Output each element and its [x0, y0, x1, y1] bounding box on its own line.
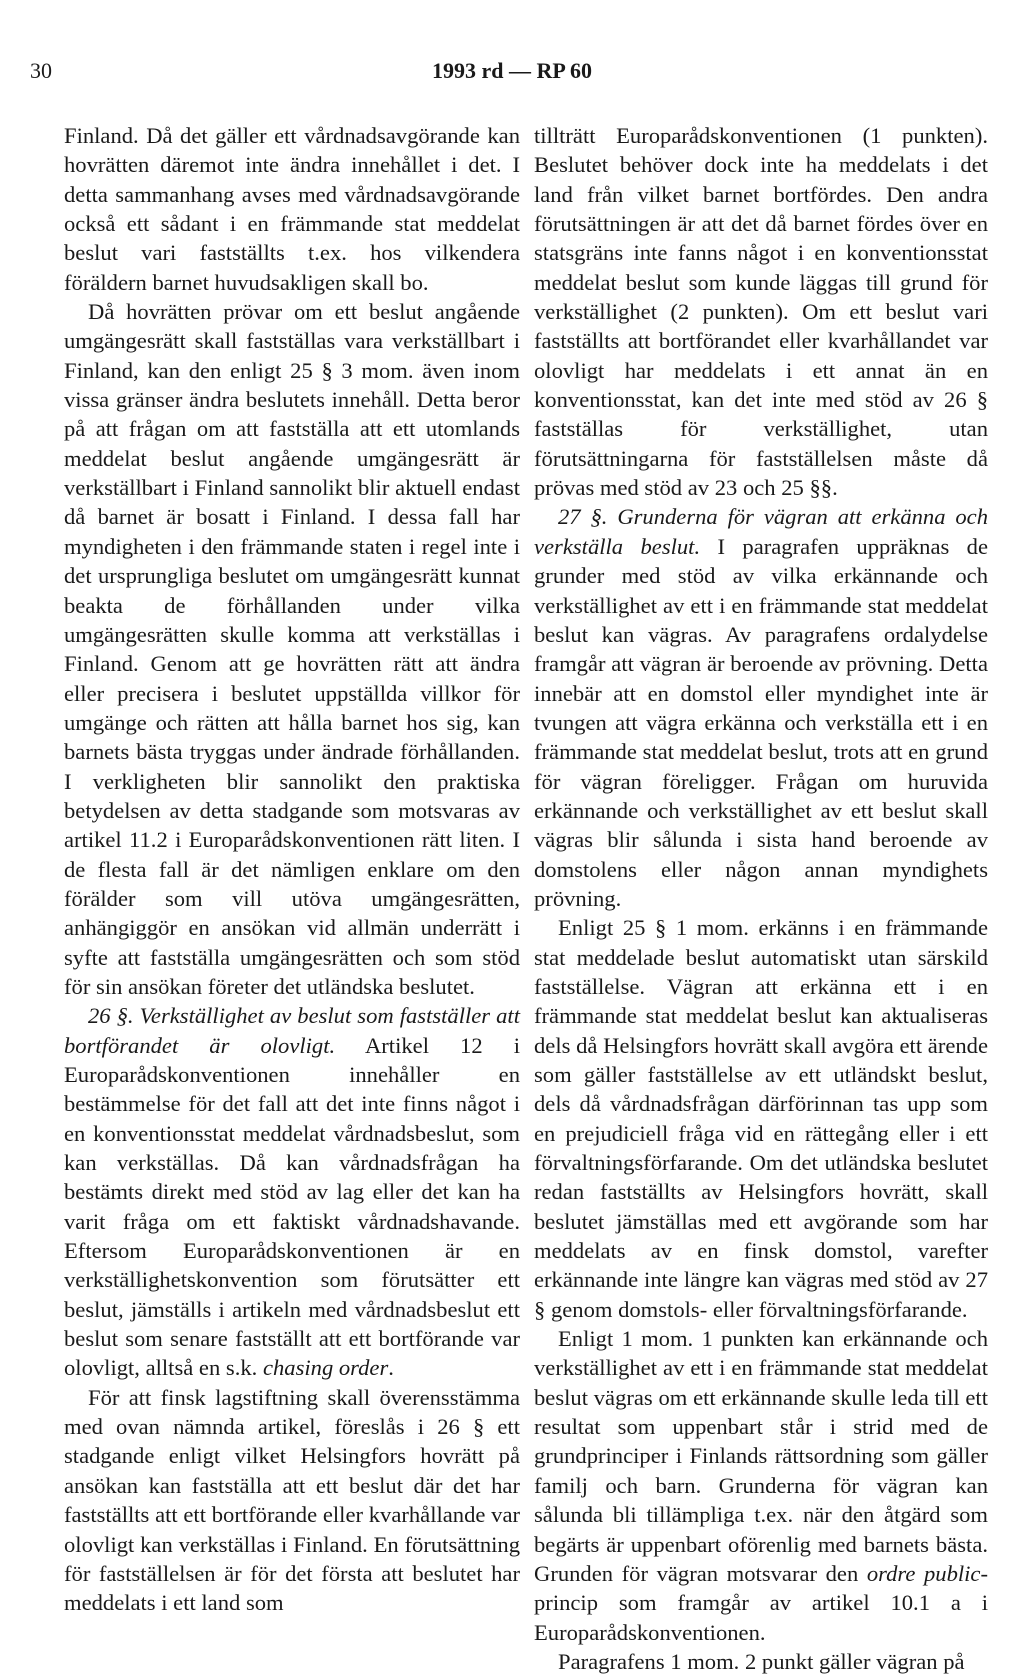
paragraph: Paragrafens 1 mom. 2 punkt gäller vägran på — [558, 1648, 965, 1674]
paragraph-text: -princip som framgår av artikel 10.1 a i Europarådskonventionen. — [534, 1560, 988, 1645]
page-header — [0, 58, 1024, 94]
section-number: 26 §. — [88, 1003, 134, 1029]
section-title: Grunderna för vägran att erkänna och verkställa beslut. — [534, 504, 989, 559]
section-body: Artikel 12 i Europarådskonventionen innehåller en bestämmelse för det fall att det inte finns något i en konventionsstat meddelat vårdnadsbeslut, som kan verkställas. Då kan vårdnadsfrågan ha bestämts direkt med stöd av lag eller det kan ha varit fråga om ett faktiskt vårdnadshavande. Eftersom Europarådskonventionen är en verkställighetskonvention som förutsätter ett beslut, jämställs i artikeln med vårdnadsbeslut ett beslut som senare fastställt att ett bortförande var olovligt, alltså en s.k. — [64, 1032, 520, 1381]
running-head: 1993 rd — RP 60 — [431, 58, 593, 83]
left-column — [64, 121, 520, 1618]
paragraph: För att finsk lagstiftning skall överensstämma med ovan nämnda artikel, föreslås i 26 § ett stadgande enligt vilket Helsingfors hovrätt på ansökan kan fastställa att ett beslut där det har fastställts att ett bortförande eller kvarhållande var olovligt kan verkställas i Finland. En förutsättning för fastställelsen är för det första att beslutet har meddelats i ett land som — [64, 1384, 520, 1616]
section-body: I paragrafen uppräknas de grunder med stöd av vilka erkännande och verkställighet av ett i en främmande stat meddelat beslut kan vägras. Av paragrafens ordalydelse framgår att vägran är beroende av prövning. Detta innebär att en domstol eller myndighet inte är tvungen att vägra erkänna och verkställa ett i en främmande stat meddelat beslut, trots att en grund för vägran föreligger. Frågan om huruvida erkännande och verkställighet av ett beslut skall vägras blir sålunda i sista hand beroende av domstolens eller någon annan myndighets prövning. — [534, 533, 988, 911]
paragraph: Då hovrätten prövar om ett beslut angående umgängesrätt skall fastställas vara verkställbart i Finland, kan den enligt 25 § 3 mom. även inom vissa gränser ändra beslutets innehåll. Detta beror på att frågan om att fastställa att ett utomlands meddelat beslut angående umgängesrätt är verkställbart i Finland sannolikt blir aktuell endast då barnet är bosatt i Finland. I dessa fall har myndigheten i den främmande staten i regel inte i det ursprungliga beslutet om umgängesrätt kunnat beakta de förhållanden under vilka umgängesrätten skulle komma att verkställas i Finland. Genom att ge hovrätten rätt att ändra eller precisera i beslutet uppställda villkor för umgänge och rätten att hålla barnet hos sig, kan barnets bästa tryggas under ändrade förhållanden. I verkligheten blir sannolikt den praktiska betydelsen av detta stadgande som motsvaras av artikel 11.2 i Europarådskonventionen rätt liten. I de flesta fall är det nämligen enklare om den förälder som vill utöva umgängesrätten, anhängiggör en ansökan vid allmän underrätt i syfte att fastställa umgängesrätten och som stöd för sin ansökan företer det utländska beslutet. — [64, 299, 520, 999]
paragraph-section-27 — [534, 502, 988, 913]
italic-term: ordre public — [866, 1560, 981, 1586]
page-number: 30 — [30, 58, 52, 83]
paragraph: Enligt 25 § 1 mom. erkänns i en främmande stat meddelade beslut automatiskt utan särskild fastställelse. Vägran att erkänna ett i en främmande stat meddelat beslut kan aktualiseras dels då Helsingfors hovrätt skall avgöra ett ärende som gäller fastställelse av ett utländskt beslut, dels då vårdnadsfrågan därförinnan tas upp som en prejudiciell fråga vid en rättegång eller i ett förvaltningsförfarande. Om det utländska beslutet redan fastställts av Helsingfors hovrätt, skall beslutet jämställas med ett avgörande som har meddelats av en finsk domstol, varefter erkännande inte längre kan vägras med stöd av 27 § genom domstols- eller förvaltningsförfarande. — [534, 915, 988, 1322]
paragraph — [534, 1324, 988, 1647]
italic-term: chasing order — [262, 1355, 389, 1381]
section-number: 27 §. — [558, 504, 608, 530]
right-column — [534, 121, 988, 1676]
punctuation: . — [388, 1355, 394, 1381]
paragraph: Finland. Då det gäller ett vårdnadsavgörande kan hovrätten däremot inte ändra innehållet i det. I detta sammanhang avses med vårdnadsavgörande också ett sådant i en främmande stat meddelat beslut vari fastställts t.ex. hos vilkendera föräldern barnet huvudsakligen skall bo. — [64, 123, 520, 295]
section-title: Verkställighet av beslut som fastställer att bortförandet är olovligt. — [64, 1003, 520, 1058]
paragraph-section-26 — [64, 1001, 520, 1382]
paragraph-text: Enligt 1 mom. 1 punkten kan erkännande och verkställighet av ett i en främmande stat meddelat beslut vägras om ett erkännande skulle leda till ett resultat som uppenbart står i strid med de grundprinciper i Finlands rättsordning som gäller familj och barn. Grunderna för vägran kan sålunda bli tillämpliga t.ex. när den åtgärd som begärts är uppenbart oförenlig med barnets bästa. Grunden för vägran motsvarar den — [534, 1326, 988, 1586]
paragraph: tillträtt Europarådskonventionen (1 punkten). Beslutet behöver dock inte ha meddelats i det land från vilket barnet bortfördes. Den andra förutsättningen är att det då barnet fördes över en statsgräns inte fanns något i en konventionsstat meddelat beslut som kunde läggas till grund för verkställighet (2 punkten). Om ett beslut vari fastställts att bortförandet eller kvarhållandet var olovligt har meddelats i ett annat än en konventionsstat, kan det inte med stöd av 26 § fastställas för verkställighet, utan förutsättningarna för fastställelsen måste då prövas med stöd av 23 och 25 §§. — [534, 123, 988, 501]
